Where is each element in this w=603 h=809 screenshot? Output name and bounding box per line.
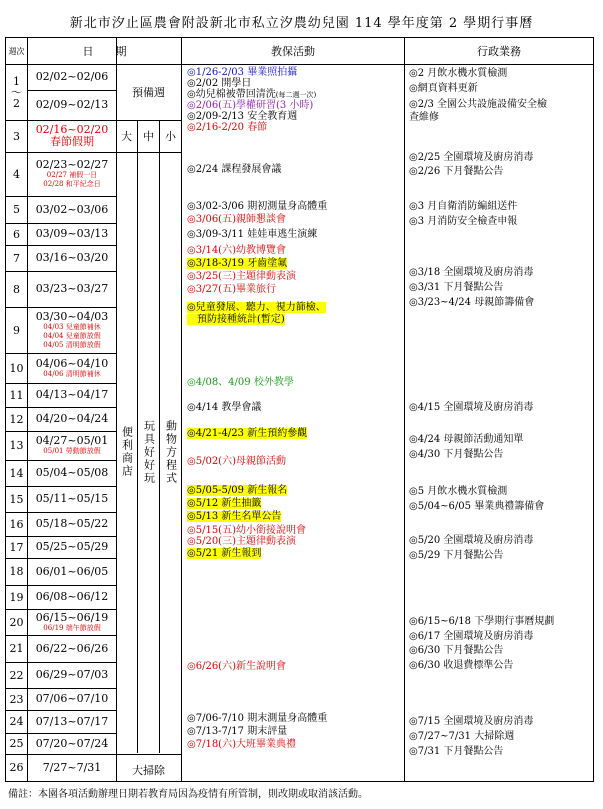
date-range [28, 90, 116, 120]
activity-text: ◎5/13 新生名單公告 [187, 511, 282, 522]
admin-item: 查維修 [409, 112, 439, 123]
date-holiday: 春節假期 [50, 135, 94, 148]
activity-item [187, 164, 281, 175]
date-range-text: 02/02~02/06 [35, 70, 109, 83]
activity-text: ◎3/27(五)畢業旅行 [187, 284, 276, 295]
activity-text: ◎7/13-7/17 期末評量 [187, 726, 288, 737]
date-note: 04/06 清明節補休 [43, 369, 101, 378]
admin-item: ◎5/04~6/05 畢業典禮籌備會 [409, 501, 545, 512]
date-range-text: 03/30~04/03 [35, 309, 109, 323]
date-range-text: 05/04~05/08 [35, 466, 109, 479]
admin-item: ◎6/30 下月餐點公告 [409, 645, 504, 656]
activity-item [187, 402, 261, 413]
date-range-text: 06/29~07/03 [35, 668, 109, 681]
date-range-text: 07/06~07/10 [35, 692, 109, 705]
activity-text: ◎4/08、4/09 校外教學 [187, 377, 294, 388]
date-range-text: 05/18~05/22 [35, 517, 109, 530]
week-number: 6 [13, 227, 20, 241]
admin-item: ◎5 月飲水機水質檢測 [409, 486, 508, 497]
date-range [28, 486, 116, 512]
activity-item [187, 214, 286, 225]
grid-vline [159, 120, 160, 753]
date-range [28, 662, 116, 688]
date-range-text: 07/20~07/24 [35, 736, 109, 750]
activity-text: ◎2/24 課程發展會議 [187, 164, 282, 175]
date-range [28, 64, 116, 90]
date-range-text: 02/16~02/20 [35, 123, 109, 136]
activity-item [187, 100, 313, 111]
admin-item: ◎3/23~4/24 母親節籌備會 [409, 297, 535, 308]
date-note: 06/19 端午節放假 [43, 623, 101, 632]
activity-text: ◎2/02 開學日 [187, 78, 252, 89]
date-range-text: 04/20~04/24 [35, 412, 109, 425]
week-number: 18 [9, 565, 24, 578]
date-range [28, 223, 116, 245]
admin-item: ◎7/27~7/31 大掃除週 [409, 731, 515, 742]
row-line-side [116, 152, 182, 153]
date-range-text: 03/02~03/06 [35, 202, 109, 216]
activity-text: ◎5/02(六)母親節活動 [187, 456, 286, 467]
week-number: 22 [9, 668, 24, 682]
calendar-title: 新北市汐止區農會附設新北市私立汐農幼兒園 114 學年度第 2 學期行事曆 [69, 16, 534, 31]
admin-item: ◎2/3 全園公共設施設備安全檢 [409, 99, 547, 110]
admin-item: ◎6/15~6/18 下學期行事曆規劃 [409, 616, 555, 627]
activity-item [187, 245, 286, 256]
date-range [28, 558, 116, 585]
activity-text: ◎5/12 新生抽籤 [187, 498, 262, 509]
theme-convenience-store: 便利商店 [120, 426, 134, 478]
admin-item: ◎5/29 下月餐點公告 [409, 550, 504, 561]
activity-item [187, 122, 267, 133]
date-range [28, 245, 116, 271]
activity-text: ◎5/21 新生報到 [187, 548, 262, 559]
activity-text: ◎5/20(三)主題律動表演 [187, 536, 296, 547]
activity-item [187, 428, 307, 439]
week-number: 3 [13, 129, 20, 143]
date-note: 04/05 清明節放假 [43, 340, 101, 349]
date-range-text: 03/16~03/20 [35, 251, 109, 264]
week-number: 25 [9, 737, 24, 750]
grid-vline [137, 120, 138, 753]
row-line-side [116, 754, 182, 755]
date-range [28, 688, 116, 710]
activity-item [187, 456, 286, 467]
date-range [28, 710, 116, 733]
date-range-text: 03/09~03/13 [35, 227, 109, 240]
date-range [28, 353, 116, 383]
activity-item [187, 271, 296, 282]
activity-item [187, 201, 327, 212]
activity-item [187, 739, 296, 750]
date-range [28, 120, 116, 152]
activity-text: ◎7/06-7/10 期末測量身高體重 [187, 713, 328, 724]
week-number: 26 [9, 761, 24, 774]
date-range-text: 02/09~02/13 [35, 98, 109, 111]
activity-item [187, 498, 261, 509]
week-number: 4 [13, 167, 20, 181]
week-number: 24 [9, 715, 24, 728]
week-number: 19 [9, 590, 24, 604]
week-number: 11 [9, 388, 24, 402]
header-date: 日 期 [28, 38, 181, 65]
activity-text: ◎4/14 教學會議 [187, 402, 262, 413]
activity-text: ◎5/15(五)幼小銜接說明會 [187, 525, 306, 536]
week-number: 17 [9, 540, 24, 554]
date-range-text: 06/08~06/12 [35, 590, 109, 603]
admin-item: ◎6/17 全園環境及廚房消毒 [409, 631, 534, 642]
admin-item: ◎3/18 全園環境及廚房消毒 [409, 267, 534, 278]
admin-item: ◎7/15 全園環境及廚房消毒 [409, 716, 534, 727]
week-number: 1 〜 2 [11, 74, 22, 110]
activity-text: ◎幼兒棉被帶回清洗 [187, 89, 276, 100]
header-activities: 教保活動 [182, 38, 404, 65]
week-number: 21 [9, 642, 24, 655]
date-range-text: 02/23~02/27 [35, 158, 109, 171]
activity-text: ◎2/09-2/13 安全教育週 [187, 111, 298, 122]
grid-vline [404, 38, 405, 781]
date-range [28, 431, 116, 460]
header-admin: 行政業務 [405, 38, 593, 65]
date-range-text: 06/01~06/05 [35, 564, 109, 578]
date-range [28, 407, 116, 431]
date-range-text: 06/22~06/26 [35, 641, 109, 655]
date-note: 04/04 兒童節放假 [43, 331, 101, 340]
activity-item [187, 377, 294, 388]
activity-text: ◎2/06(五)學權研習(3 小時) [187, 100, 314, 111]
activity-text: ◎1/26-2/03 畢業照拍攝 [187, 67, 298, 78]
activity-text: ◎4/21-4/23 新生預約參觀 [187, 428, 308, 439]
footnote: 備註：本園各項活動辦理日期若教育局因為疫情有所管制，則改期或取消該活動。 [8, 789, 368, 800]
row-line-side [116, 120, 182, 121]
activity-text: 預防接種統計(暫定) [187, 314, 285, 325]
activity-item [187, 111, 297, 122]
activity-item [187, 525, 306, 536]
date-range [28, 152, 116, 196]
activity-item [187, 67, 297, 78]
admin-item: ◎4/30 下月餐點公告 [409, 449, 504, 460]
admin-item: ◎4/24 母親節活動通知單 [409, 434, 524, 445]
date-range-text: 07/13~07/17 [35, 714, 109, 728]
date-range [28, 196, 116, 223]
activity-item [187, 536, 296, 547]
date-range-text: 05/25~05/29 [35, 540, 109, 553]
activity-item [187, 314, 285, 325]
date-range-text: 05/11~05/15 [35, 492, 109, 505]
date-range [28, 307, 116, 353]
activity-text: ◎兒童發展、聽力、視力篩檢、 [187, 302, 326, 313]
theme-toys: 玩具好好玩 [142, 419, 156, 485]
grid-vline [181, 38, 182, 781]
week-number: 10 [9, 361, 24, 375]
activity-item [187, 661, 286, 672]
date-range-text: 03/23~03/27 [35, 282, 109, 295]
admin-item: ◎7/31 下月餐點公告 [409, 746, 504, 757]
week-number: 14 [9, 466, 24, 480]
date-note: 05/01 勞動節放假 [43, 447, 101, 455]
admin-item: ◎2/26 下月餐點公告 [409, 166, 504, 177]
activity-text: ◎5/05-5/09 新生報名 [187, 485, 288, 496]
date-note: 04/03 兒童節補休 [43, 322, 101, 331]
week-number: 23 [9, 692, 24, 706]
grid-vline [116, 38, 117, 781]
date-range [28, 460, 116, 486]
admin-item: ◎3/31 下月餐點公告 [409, 282, 504, 293]
week-number: 12 [9, 412, 24, 426]
activity-item [187, 713, 327, 724]
date-range-text: 04/27~05/01 [35, 434, 109, 447]
admin-item: ◎網頁資料更新 [409, 83, 478, 94]
week-number: 8 [13, 282, 20, 296]
activity-text: ◎3/14(六)幼教博覽會 [187, 245, 286, 256]
prep-week-label: 預備週 [132, 86, 165, 99]
date-range [28, 754, 116, 781]
week-number: 20 [9, 615, 24, 629]
activity-text: ◎3/06(五)親師懇談會 [187, 214, 286, 225]
date-range [28, 733, 116, 754]
theme-animals: 動物方程式 [164, 419, 178, 485]
date-range [28, 536, 116, 558]
date-range-text: 04/13~04/17 [35, 388, 109, 401]
admin-item: ◎6/30 收退費標準公告 [409, 660, 514, 671]
activity-note: (每二週一次) [275, 91, 317, 99]
class-middle: 中 [143, 130, 154, 143]
date-range [28, 512, 116, 536]
week-number: 7 [13, 251, 20, 265]
admin-item: ◎2/25 全園環境及廚房消毒 [409, 152, 534, 163]
date-note: 02/27 補假一日 [46, 171, 98, 179]
admin-item: ◎4/15 全園環境及廚房消毒 [409, 402, 534, 413]
activity-item [187, 258, 287, 269]
class-small: 小 [165, 130, 176, 143]
admin-item: ◎3 月自衛消防編組送件 [409, 201, 518, 212]
week-number: 5 [13, 203, 20, 216]
activity-item [187, 726, 287, 737]
date-range-text: 04/06~04/10 [35, 356, 109, 370]
date-note: 02/28 和平紀念日 [43, 180, 101, 188]
activity-text: ◎2/16-2/20 春節 [187, 122, 268, 133]
date-range [28, 585, 116, 609]
activity-text: ◎6/26(六)新生說明會 [187, 661, 286, 672]
activity-item [187, 511, 281, 522]
date-range [28, 609, 116, 635]
activity-text: ◎3/02-3/06 期初測量身高體重 [187, 201, 328, 212]
date-range-text: 06/15~06/19 [35, 610, 109, 624]
activity-item [187, 485, 287, 496]
week-number: 15 [9, 492, 24, 506]
cleanup-label: 大掃除 [132, 764, 165, 777]
activity-item [187, 229, 317, 240]
admin-item: ◎3 月消防安全檢查申報 [409, 216, 518, 227]
activity-text: ◎3/25(三)主題律動表演 [187, 271, 296, 282]
admin-item: ◎2 月飲水機水質檢測 [409, 68, 508, 79]
activity-item [187, 78, 251, 89]
week-number: 9 [13, 323, 20, 337]
date-range [28, 271, 116, 307]
activity-item [187, 284, 276, 295]
date-range [28, 383, 116, 407]
class-large: 大 [121, 130, 132, 143]
header-week: 週次 [6, 38, 27, 65]
activity-text: ◎3/09-3/11 娃娃車逃生演練 [187, 229, 318, 240]
calendar-table [5, 37, 594, 782]
date-range-text: 7/27~7/31 [42, 760, 102, 774]
activity-item [187, 302, 326, 313]
week-number: 16 [9, 517, 24, 531]
week-number: 13 [9, 439, 24, 452]
activity-text: ◎7/18(六)大班畢業典禮 [187, 739, 296, 750]
date-range [28, 635, 116, 662]
admin-item: ◎5/20 全園環境及廚房消毒 [409, 535, 534, 546]
activity-text: ◎3/18-3/19 牙齒塗氟 [187, 258, 288, 269]
activity-item [187, 548, 261, 559]
